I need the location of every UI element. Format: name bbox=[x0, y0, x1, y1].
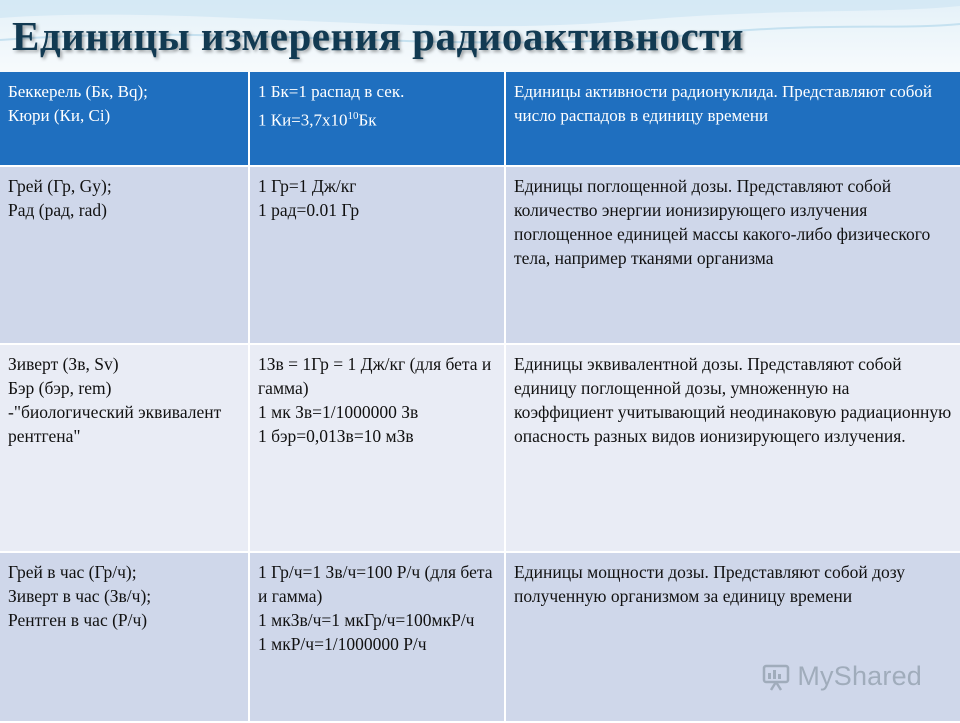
units-table bbox=[0, 72, 960, 723]
unit-description-cell: Единицы мощности дозы. Представляют собой дозу полученную организмом за единицу времени bbox=[505, 552, 960, 722]
unit-name-cell: Грей в час (Гр/ч); Зиверт в час (Зв/ч); Рентген в час (Р/ч) bbox=[0, 552, 249, 722]
unit-description-cell: Единицы активности радионуклида. Представляют собой число распадов в единицу времени bbox=[505, 72, 960, 166]
table-row bbox=[0, 344, 960, 552]
watermark-text: MyShared bbox=[797, 661, 922, 691]
unit-name-cell: Зиверт (Зв, Sv) Бэр (бэр, rem) -"биологический эквивалент рентгена" bbox=[0, 344, 249, 552]
table-row bbox=[0, 166, 960, 344]
unit-name-cell: Грей (Гр, Gy); Рад (рад, rad) bbox=[0, 166, 249, 344]
presentation-icon bbox=[761, 662, 791, 692]
unit-conversion-cell: 1 Гр/ч=1 Зв/ч=100 Р/ч (для бета и гамма) 1 мкЗв/ч=1 мкГр/ч=100мкР/ч 1 мкР/ч=1/1000000 Р/ч bbox=[249, 552, 505, 722]
conversion-line-suffix: Бк bbox=[358, 110, 377, 130]
slide-title: Единицы измерения радиоактивности bbox=[12, 13, 744, 59]
unit-description-cell: Единицы эквивалентной дозы. Представляют собой единицу поглощенной дозы, умноженную на коэффициент учитывающий неодинаковую радиационную опасность разных видов ионизирующего излучения. bbox=[505, 344, 960, 552]
unit-description-cell: Единицы поглощенной дозы. Представляют собой количество энергии ионизирующего излучения поглощенное единицей массы какого-либо физического тела, например тканями организма bbox=[505, 166, 960, 344]
unit-conversion-cell: 1 Гр=1 Дж/кг 1 рад=0.01 Гр bbox=[249, 166, 505, 344]
unit-name-cell: Беккерель (Бк, Bq); Кюри (Ки, Ci) bbox=[0, 72, 249, 166]
conversion-line: 1 Бк=1 распад в сек. bbox=[258, 82, 405, 101]
table-row bbox=[0, 552, 960, 722]
watermark bbox=[761, 661, 922, 692]
unit-conversion-cell bbox=[249, 72, 505, 166]
conversion-line-prefix: 1 Ки=3,7х10 bbox=[258, 110, 348, 130]
conversion-exponent: 10 bbox=[347, 110, 359, 122]
table-row bbox=[0, 72, 960, 166]
unit-conversion-cell: 1Зв = 1Гр = 1 Дж/кг (для бета и гамма) 1 мк Зв=1/1000000 Зв 1 бэр=0,01Зв=10 мЗв bbox=[249, 344, 505, 552]
